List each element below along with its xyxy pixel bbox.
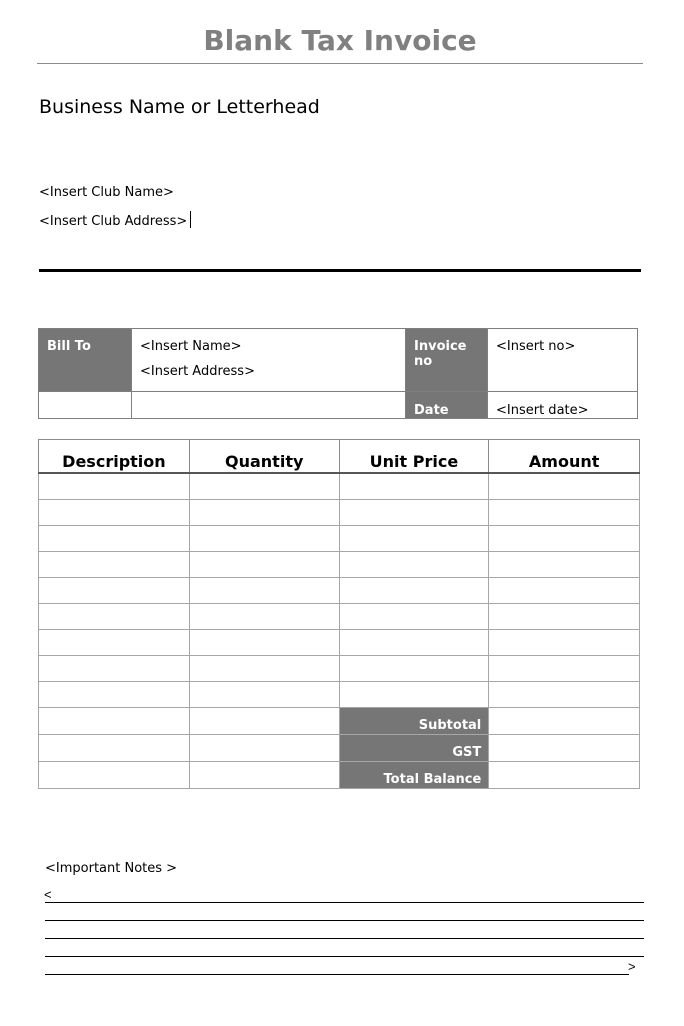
notes-line[interactable] <box>45 938 644 939</box>
amount-cell[interactable] <box>489 526 640 552</box>
description-cell[interactable] <box>39 526 190 552</box>
unit-price-cell[interactable] <box>339 604 489 630</box>
header-amount: Amount <box>489 440 640 474</box>
totals-value[interactable] <box>489 735 640 762</box>
unit-price-cell[interactable] <box>339 630 489 656</box>
item-row <box>39 578 640 604</box>
date-label: Date <box>406 392 488 419</box>
amount-cell[interactable] <box>489 578 640 604</box>
header-description: Description <box>39 440 190 474</box>
quantity-cell[interactable] <box>189 604 339 630</box>
description-cell[interactable] <box>39 762 190 789</box>
amount-cell[interactable] <box>489 656 640 682</box>
unit-price-cell[interactable] <box>339 552 489 578</box>
description-cell[interactable] <box>39 735 190 762</box>
unit-price-cell[interactable] <box>339 682 489 708</box>
quantity-cell[interactable] <box>189 578 339 604</box>
unit-price-cell[interactable] <box>339 473 489 500</box>
item-row <box>39 500 640 526</box>
amount-cell[interactable] <box>489 630 640 656</box>
quantity-cell[interactable] <box>189 552 339 578</box>
item-row <box>39 473 640 500</box>
totals-label: Subtotal <box>339 708 489 735</box>
bill-to-address[interactable]: <Insert Address> <box>140 364 255 379</box>
quantity-cell[interactable] <box>189 526 339 552</box>
invoice-no-label: Invoice no <box>406 329 488 392</box>
amount-cell[interactable] <box>489 500 640 526</box>
bill-to-name[interactable]: <Insert Name> <box>140 339 242 354</box>
club-name[interactable]: <Insert Club Name> <box>39 185 174 200</box>
totals-value[interactable] <box>489 708 640 735</box>
notes-line[interactable] <box>45 974 629 975</box>
quantity-cell[interactable] <box>189 735 339 762</box>
amount-cell[interactable] <box>489 604 640 630</box>
header-divider <box>39 269 641 272</box>
business-name[interactable]: Business Name or Letterhead <box>39 96 320 118</box>
quantity-cell[interactable] <box>189 630 339 656</box>
description-cell[interactable] <box>39 682 190 708</box>
quantity-cell[interactable] <box>189 708 339 735</box>
title-divider <box>37 63 643 64</box>
notes-line[interactable] <box>45 902 644 903</box>
description-cell[interactable] <box>39 473 190 500</box>
notes-line[interactable] <box>45 956 644 957</box>
invoice-no-value[interactable]: <Insert no> <box>488 329 638 392</box>
notes-close-mark: > <box>628 959 636 974</box>
amount-cell[interactable] <box>489 552 640 578</box>
quantity-cell[interactable] <box>189 656 339 682</box>
bill-to-table <box>38 328 638 419</box>
unit-price-cell[interactable] <box>339 578 489 604</box>
description-cell[interactable] <box>39 656 190 682</box>
totals-label: Total Balance <box>339 762 489 789</box>
unit-price-cell[interactable] <box>339 656 489 682</box>
bill-to-empty-cell-2[interactable] <box>132 392 406 419</box>
quantity-cell[interactable] <box>189 473 339 500</box>
bill-to-empty-cell[interactable] <box>39 392 132 419</box>
item-row <box>39 656 640 682</box>
totals-row <box>39 708 640 735</box>
unit-price-cell[interactable] <box>339 500 489 526</box>
quantity-cell[interactable] <box>189 682 339 708</box>
description-cell[interactable] <box>39 630 190 656</box>
description-cell[interactable] <box>39 500 190 526</box>
description-cell[interactable] <box>39 604 190 630</box>
description-cell[interactable] <box>39 708 190 735</box>
important-notes-label[interactable]: <Important Notes > <box>45 861 178 876</box>
quantity-cell[interactable] <box>189 762 339 789</box>
description-cell[interactable] <box>39 578 190 604</box>
club-address[interactable]: <Insert Club Address> <box>39 214 188 229</box>
bill-to-details[interactable] <box>132 329 406 392</box>
totals-row <box>39 762 640 789</box>
totals-row <box>39 735 640 762</box>
notes-open-mark: < <box>44 887 52 902</box>
item-row <box>39 604 640 630</box>
description-cell[interactable] <box>39 552 190 578</box>
header-quantity: Quantity <box>189 440 339 474</box>
amount-cell[interactable] <box>489 682 640 708</box>
header-unit-price: Unit Price <box>339 440 489 474</box>
unit-price-cell[interactable] <box>339 526 489 552</box>
club-address-line[interactable] <box>39 211 191 229</box>
quantity-cell[interactable] <box>189 500 339 526</box>
line-items-table <box>38 439 640 789</box>
items-header-row <box>39 440 640 474</box>
date-value[interactable]: <Insert date> <box>488 392 638 419</box>
document-title: Blank Tax Invoice <box>203 24 477 57</box>
text-cursor <box>190 211 191 228</box>
totals-value[interactable] <box>489 762 640 789</box>
totals-label: GST <box>339 735 489 762</box>
item-row <box>39 630 640 656</box>
item-row <box>39 682 640 708</box>
bill-to-label: Bill To <box>39 329 132 392</box>
item-row <box>39 552 640 578</box>
item-row <box>39 526 640 552</box>
notes-line[interactable] <box>45 920 644 921</box>
amount-cell[interactable] <box>489 473 640 500</box>
